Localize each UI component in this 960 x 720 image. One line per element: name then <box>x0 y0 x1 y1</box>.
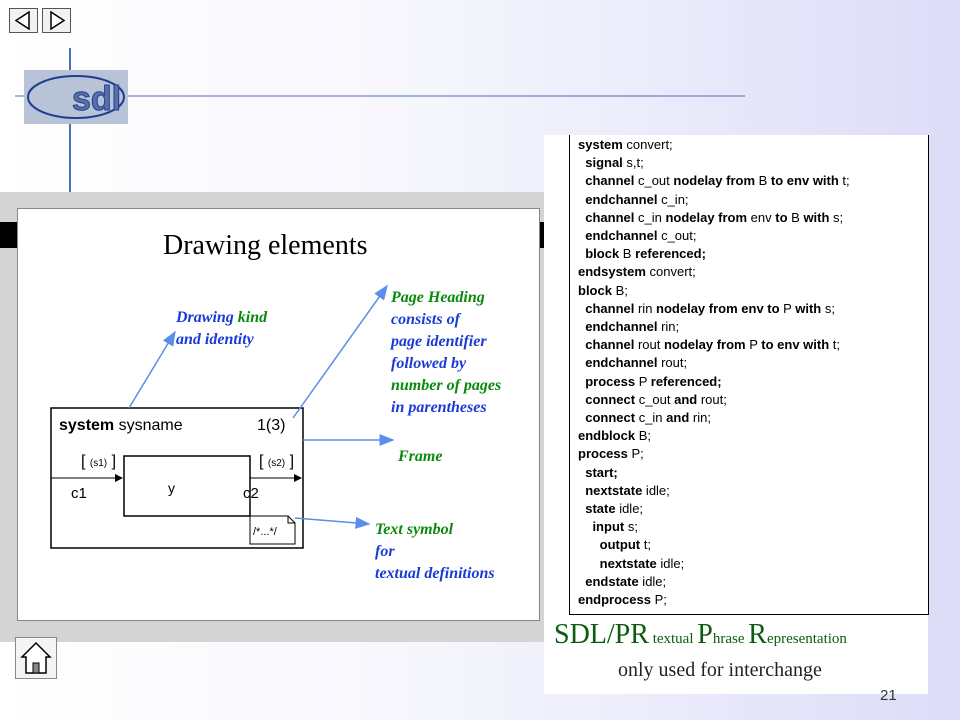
code-line: endchannel rin; <box>578 319 680 334</box>
home-button[interactable] <box>15 637 57 679</box>
channel-label-c2: c2 <box>243 485 259 502</box>
code-line: start; <box>578 464 618 480</box>
signal-list-left: [ (s1) ] <box>81 453 117 470</box>
system-heading: system sysname <box>59 417 183 434</box>
code-line: nextstate idle; <box>578 555 685 571</box>
code-line: input s; <box>578 519 638 535</box>
code-line: channel c_in nodelay from env to B with s; <box>578 209 844 225</box>
annotation-frame: Frame <box>398 448 443 465</box>
code-line: endsystem convert; <box>578 264 696 280</box>
page-number: 21 <box>880 687 897 704</box>
pr-code-listing <box>569 135 929 615</box>
block-name: y <box>168 480 175 496</box>
house-icon <box>16 638 56 678</box>
pr-subtitle: only used for interchange <box>618 659 822 681</box>
diagram-panel <box>0 192 544 642</box>
code-line: channel rout nodelay from P to env with t; <box>578 337 841 353</box>
code-line: endblock B; <box>578 428 651 444</box>
signal-list-right: [ (s2) ] <box>259 453 295 470</box>
triangle-left-icon <box>10 9 37 32</box>
annotation-text-symbol: Text symbol for textual definitions <box>375 521 495 582</box>
code-line: signal s,t; <box>578 155 644 171</box>
code-line: process P; <box>578 446 644 462</box>
code-line: connect c_in and rin; <box>578 410 711 425</box>
triangle-right-icon <box>43 9 70 32</box>
code-line: endprocess P; <box>578 592 667 607</box>
logo-text: sdl <box>72 80 122 118</box>
next-slide-button[interactable] <box>42 8 71 33</box>
text-symbol-content: /*...*/ <box>253 526 277 538</box>
code-line: process P referenced; <box>578 373 722 389</box>
code-line: endstate idle; <box>578 573 667 589</box>
code-line: block B; <box>578 282 628 298</box>
code-line: endchannel rout; <box>578 355 688 371</box>
annotation-kind: Drawing kind and identity <box>176 309 268 348</box>
code-line: system convert; <box>578 137 673 152</box>
code-line: channel c_out nodelay from B to env with t; <box>578 173 850 189</box>
code-line: connect c_out and rout; <box>578 391 727 407</box>
annotation-heading: Page Heading consists of page identifier followed by number of pages in parentheses <box>391 289 502 416</box>
diagram-figure <box>17 208 541 622</box>
pr-title: SDL/PR textual Phrase Representation <box>554 619 847 650</box>
code-line: state idle; <box>578 501 644 516</box>
code-line: output t; <box>578 537 651 553</box>
diagram-title: Drawing elements <box>163 230 368 261</box>
code-line: nextstate idle; <box>578 482 670 498</box>
code-line: endchannel c_out; <box>578 228 697 243</box>
channel-label-c1: c1 <box>71 485 87 502</box>
page-identifier: 1(3) <box>257 417 286 434</box>
prev-slide-button[interactable] <box>9 8 38 33</box>
block-y <box>124 456 250 516</box>
code-line: block B referenced; <box>578 246 706 262</box>
code-line: endchannel c_in; <box>578 191 689 207</box>
code-line: channel rin nodelay from env to P with s; <box>578 300 835 316</box>
pr-panel <box>544 135 928 694</box>
